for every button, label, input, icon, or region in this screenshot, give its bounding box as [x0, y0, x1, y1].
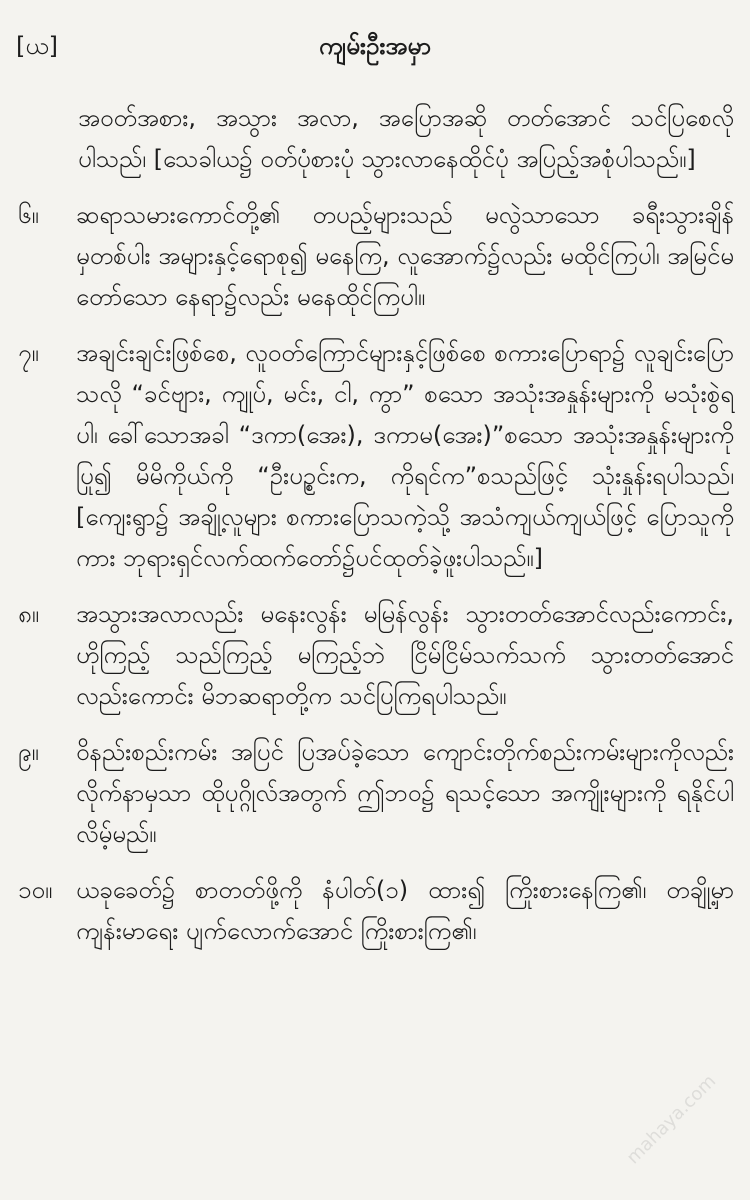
- page-title: ကျမ်းဦးအမှာ: [318, 32, 432, 60]
- page-body: [18, 98, 734, 967]
- watermark: mahaya.com: [622, 1070, 721, 1169]
- paragraph: [18, 732, 734, 855]
- paragraph-number: ၆။: [18, 201, 39, 229]
- paragraph-number: ၇။: [18, 339, 39, 367]
- paragraph: [18, 98, 734, 180]
- paragraph: [18, 195, 734, 318]
- paragraph: [18, 333, 734, 579]
- paragraph-number: ၉။: [18, 738, 39, 766]
- paragraph-text: အချင်းချင်းဖြစ်စေ, လူဝတ်ကြောင်များနှင့်ဖြစ်စေ စကားပြောရာ၌ လူချင်းပြောသလို “ခင်ဗျား, ကျုပ်, မင်း, ငါ, ကွာ” စသော အသုံးအနှုန်းများကို မသုံးစွဲရပါ၊ ခေါ်သောအခါ “ဒကာ(အေး), ဒကာမ(အေး)”စသော အသုံးအနှုန်းများကို ပြု၍ မိမိကိုယ်ကို “ဦးပဥ္စင်းက, ကိုရင်က”စသည်ဖြင့် သုံးနှုန်းရပါသည်၊ [ကျေးရွာ၌ အချို့လူများ စကားပြောသကဲ့သို့ အသံကျယ်ကျယ်ဖြင့် ပြောသူကိုကား ဘုရားရှင်လက်ထက်တော်၌ပင်ထုတ်ခဲ့ဖူးပါသည်။]: [76, 339, 734, 572]
- paragraph: [18, 870, 734, 952]
- paragraph-text: အသွားအလာလည်း မနေးလွန်း မမြန်လွန်း သွားတတ်အောင်လည်းကောင်း, ဟိုကြည့် သည်ကြည့် မကြည့်ဘဲ ငြိမ်ငြိမ်သက်သက် သွားတတ်အောင်လည်းကောင်း မိဘဆရာတို့က သင်ပြကြရပါသည်။: [76, 600, 734, 710]
- page-number: [ယ]: [16, 32, 59, 60]
- paragraph-text: ယခုခေတ်၌ စာတတ်ဖို့ကို နံပါတ်(၁) ထား၍ ကြိုးစားနေကြ၏၊ တချို့မှာ ကျန်းမာရေး ပျက်လောက်အောင် ကြိုးစားကြ၏၊: [76, 876, 734, 945]
- paragraph: [18, 594, 734, 717]
- page-header: [16, 30, 734, 74]
- paragraph-text: ဝိနည်းစည်းကမ်း အပြင် ပြအပ်ခဲ့သော ကျောင်းတိုက်စည်းကမ်းများကိုလည်း လိုက်နာမှသာ ထိုပုဂ္ဂိုလ်အတွက် ဤဘဝ၌ ရသင့်သော အကျိုးများကို ရနိုင်ပါလိမ့်မည်။: [76, 738, 734, 848]
- paragraph-text: ဆရာသမားကောင်တို့၏ တပည့်များသည် မလွဲသာသော ခရီးသွားချိန်မှတစ်ပါး အများနှင့်ရောစု၍ မနေကြ, လူအောက်၌လည်း မထိုင်ကြပါ၊ အမြင်မတော်သော နေရာ၌လည်း မနေထိုင်ကြပါ။: [76, 201, 734, 311]
- paragraph-text: အဝတ်အစား, အသွား အလာ, အပြောအဆို တတ်အောင် သင်ပြစေလိုပါသည်၊ [သေခါယ၌ ဝတ်ပုံစားပုံ သွားလာနေထိုင်ပုံ အပြည့်အစုံပါသည်။]: [78, 104, 734, 173]
- paragraph-number: ၁၀။: [18, 876, 53, 904]
- paragraph-number: ၈။: [18, 600, 39, 628]
